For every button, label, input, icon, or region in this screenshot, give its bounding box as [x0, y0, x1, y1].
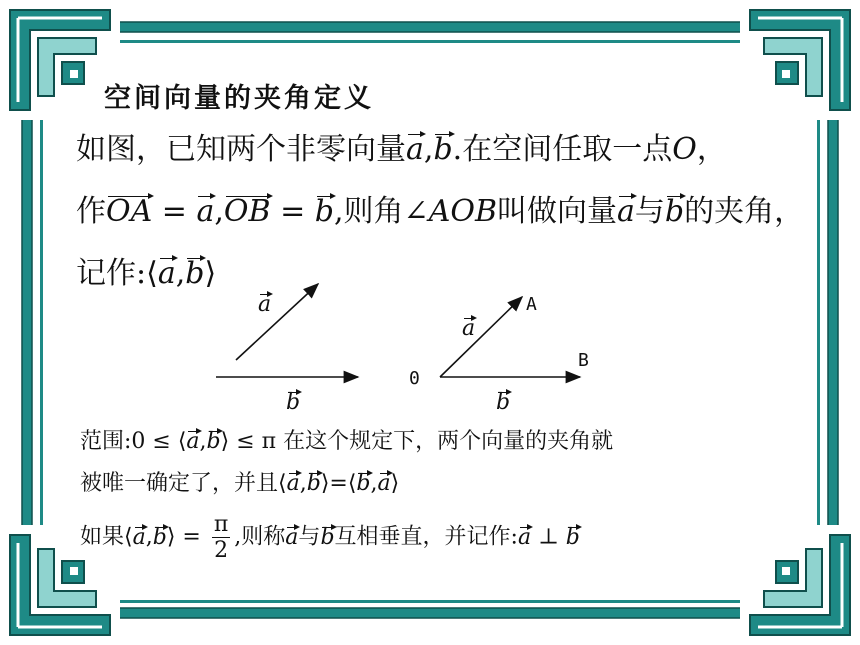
vector-a: a — [132, 524, 146, 550]
perp-middle: ,则称 — [234, 524, 286, 550]
conjunction: 与 — [634, 194, 665, 229]
fraction-pi-over-2 — [212, 512, 230, 563]
vector-a: a — [196, 194, 215, 229]
line2-text: 叫做向量 — [497, 194, 617, 229]
vector-b: b — [206, 429, 221, 454]
line2-suffix: 的夹角， — [684, 194, 805, 229]
point-a-label: A — [526, 294, 537, 315]
vector-b: b — [320, 524, 335, 550]
conjunction: 与 — [298, 524, 321, 550]
vector-a: a — [377, 471, 391, 496]
vector-b: b — [565, 524, 580, 550]
perp-prefix: 如果⟨ — [80, 524, 133, 550]
point-o: O — [672, 132, 697, 167]
vector-ob: OB — [223, 194, 271, 229]
range-line — [80, 424, 613, 455]
vector-a: a — [285, 524, 299, 550]
uniqueness-line — [80, 466, 399, 497]
slide-title: 空间向量的夹角定义 — [104, 83, 374, 114]
equals-sign: = — [270, 194, 315, 229]
line2-middle: ,则角∠ — [334, 194, 429, 229]
vector-oa: OA — [106, 194, 153, 229]
vector-b: b — [185, 256, 205, 291]
notation-prefix: 记作:⟨ — [76, 256, 158, 291]
equals-sign: = — [152, 194, 197, 229]
point-o-label: 0 — [409, 368, 420, 389]
comma: , — [214, 194, 224, 229]
vector-a: a — [617, 194, 635, 229]
right-label-a: a — [462, 316, 476, 341]
unique-prefix: 被唯一确定了，并且⟨ — [80, 471, 287, 496]
vector-a: a — [406, 132, 424, 167]
comma: , — [145, 524, 153, 550]
line1-prefix: 如图，已知两个非零向量 — [76, 132, 406, 167]
left-vector-a-arrow — [236, 284, 318, 360]
vector-oa-arrow — [440, 297, 522, 377]
vector-b: b — [314, 194, 334, 229]
comma: , — [175, 256, 186, 291]
range-prefix: 范围:0 ≤ ⟨ — [80, 429, 187, 454]
vector-b: b — [664, 194, 685, 229]
right-label-b: b — [496, 390, 511, 415]
vector-a: a — [517, 524, 532, 550]
point-b-label: B — [578, 350, 589, 371]
perpendicular-line — [80, 512, 580, 563]
vector-b: b — [152, 524, 167, 550]
fraction-denominator: 2 — [214, 538, 229, 563]
comma: , — [370, 471, 378, 496]
angle-aob: AOB — [428, 194, 497, 229]
vector-a: a — [186, 429, 200, 454]
perp-text: 互相垂直，并记作: — [334, 524, 518, 550]
fraction-numerator: π — [213, 512, 229, 537]
line2-prefix: 作 — [76, 194, 106, 229]
line1-middle: .在空间任取一点 — [452, 132, 673, 167]
vector-b: b — [433, 132, 453, 167]
vector-a: a — [286, 471, 300, 496]
equals-sign: ⟩ = — [166, 524, 208, 550]
separator: , — [423, 132, 434, 167]
left-label-a: a — [258, 292, 272, 317]
range-suffix: ⟩ ≤ π 在这个规定下，两个向量的夹角就 — [220, 429, 614, 454]
equality: ⟩=⟨ — [320, 471, 357, 496]
angle-bracket-close: ⟩ — [204, 256, 217, 291]
perp-symbol: ⊥ — [531, 524, 566, 550]
vector-a: a — [157, 256, 176, 291]
vector-b: b — [306, 471, 321, 496]
comma: , — [299, 471, 307, 496]
comma: , — [199, 429, 207, 454]
angle-bracket-close: ⟩ — [390, 471, 400, 496]
left-label-b: b — [286, 390, 301, 415]
vector-b: b — [356, 471, 371, 496]
line1-suffix: ， — [696, 132, 727, 167]
